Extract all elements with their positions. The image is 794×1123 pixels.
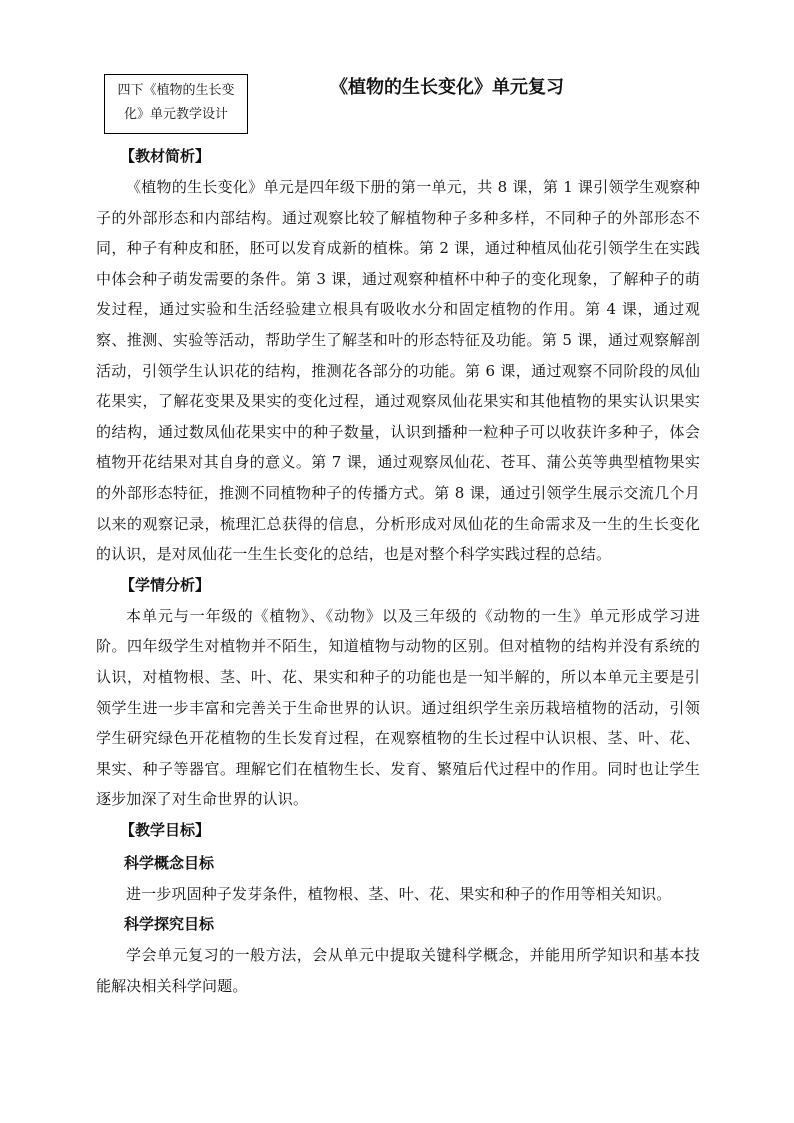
textbook-analysis-paragraph: 《植物的生长变化》单元是四年级下册的第一单元，共 8 课，第 1 课引领学生观察种子的外部形态和内部结构。通过观察比较了解植物种子多种多样，不同种子的外部形态不同，种子有种皮和胚，胚可以发育成新的植株。第 2 课，通过种植凤仙花引领学生在实践中体会种子萌发需要的条件。第 3 课，通过观察种植杯中种子的变化现象，了解种子的萌发过程，通过实验和生活经验建立根具有吸收水分和固定植物的作用。第 4 课，通过观察、推测、实验等活动，帮助学生了解茎和叶的形态特征及功能。第 5 课，通过观察解剖活动，引领学生认识花的结构，推测花各部分的功能。第 6 课，通过观察不同阶段的凤仙花果实，了解花变果及果实的变化过程，通过观察凤仙花果实和其他植物的果实认识果实的结构，通过数凤仙花果实中的种子数量，认识到播种一粒种子可以收获许多种子，体会植物开花结果对其自身的意义。第 7 课，通过观察凤仙花、苍耳、蒲公英等典型植物果实的外部形态特征，推测不同植物种子的传播方式。第 8 课，通过引领学生展示交流几个月以来的观察记录，梳理汇总获得的信息，分析形成对凤仙花的生命需求及一生的生长变化的认识，是对凤仙花一生生长变化的总结，也是对整个科学实践过程的总结。	[96, 178, 700, 564]
document-body	[96, 141, 700, 1002]
unit-design-label-line-2: 化》单元教学设计	[123, 107, 228, 122]
unit-design-label-line-1: 四下《植物的生长变	[117, 83, 235, 98]
section-heading-students: 【学情分析】	[120, 575, 211, 594]
section-heading-goals: 【教学目标】	[120, 820, 211, 839]
inquiry-goal-heading: 科学探究目标	[124, 915, 215, 934]
section-heading-textbook: 【教材简析】	[120, 147, 211, 165]
unit-design-label-box	[104, 74, 248, 134]
page-title: 《植物的生长变化》单元复习	[330, 77, 564, 98]
concept-goal-heading: 科学概念目标	[124, 853, 215, 872]
student-analysis-paragraph: 本单元与一年级的《植物》、《动物》以及三年级的《动物的一生》单元形成学习进阶。四年级学生对植物并不陌生，知道植物与动物的区别。但对植物的结构并没有系统的认识，对植物根、茎、叶、花、果实和种子的功能也是一知半解的，所以本单元主要是引领学生进一步丰富和完善关于生命世界的认识。通过组织学生亲历栽培植物的活动，引领学生研究绿色开花植物的生长发育过程，在观察植物的生长过程中认识根、茎、叶、花、果实、种子等器官。理解它们在植物生长、发育、繁殖后代过程中的作用。同时也让学生逐步加深了对生命世界的认识。	[96, 606, 700, 809]
inquiry-goal-paragraph: 学会单元复习的一般方法，会从单元中提取关键科学概念，并能用所学知识和基本技能解决相关科学问题。	[96, 946, 700, 996]
concept-goal-paragraph: 进一步巩固种子发芽条件，植物根、茎、叶、花、果实和种子的作用等相关知识。	[126, 884, 672, 903]
